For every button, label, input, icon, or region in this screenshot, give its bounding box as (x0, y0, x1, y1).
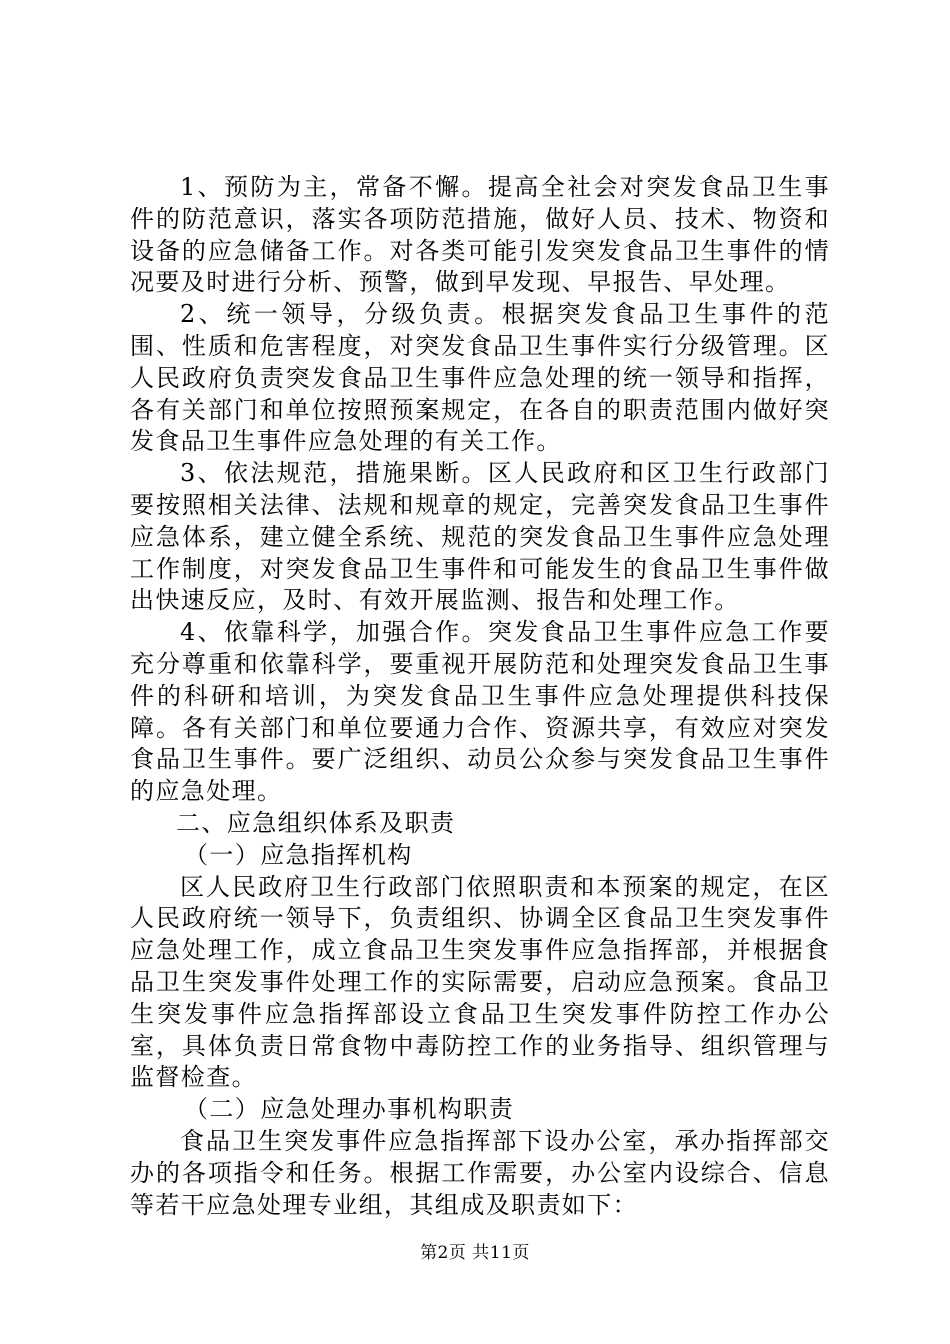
section-heading-organization: 二、应急组织体系及职责 (176, 808, 456, 837)
subsection-heading-office-duties: （二）应急处理办事机构职责 (184, 1095, 515, 1124)
principle-lawful-regulation-paragraph: 3、依法规范，措施果断。区人民政府和区卫生行政部门要按照相关法律、法规和规章的规定，完善突发食品卫生事件应急体系，建立健全系统、规范的突发食品卫生事件应急处理工作制度，对突发食品卫生事件和可能发生的食品卫生事件做出快速反应，及时、有效开展监测、报告和处理工作。 (130, 459, 830, 615)
page-number-footer: 第2页 共11页 (420, 1243, 530, 1263)
principle-science-cooperation-paragraph: 4、依靠科学，加强合作。突发食品卫生事件应急工作要充分尊重和依靠科学，要重视开展防范和处理突发食品卫生事件的科研和培训，为突发食品卫生事件应急处理提供科技保障。各有关部门和单位要通力合作、资源共享，有效应对突发食品卫生事件。要广泛组织、动员公众参与突发食品卫生事件的应急处理。 (130, 618, 830, 806)
command-body-paragraph: 区人民政府卫生行政部门依照职责和本预案的规定，在区人民政府统一领导下，负责组织、协调全区食品卫生突发事件应急处理工作，成立食品卫生突发事件应急指挥部，并根据食品卫生突发事件处理工作的实际需要，启动应急预案。食品卫生突发事件应急指挥部设立食品卫生突发事件防控工作办公室，具体负责日常食物中毒防控工作的业务指导、组织管理与监督检查。 (130, 872, 830, 1092)
principle-prevention-paragraph: 1、预防为主，常备不懈。提高全社会对突发食品卫生事件的防范意识，落实各项防范措施，做好人员、技术、物资和设备的应急储备工作。对各类可能引发突发食品卫生事件的情况要及时进行分析、预警，做到早发现、早报告、早处理。 (130, 173, 830, 297)
principle-unified-leadership-paragraph: 2、统一领导，分级负责。根据突发食品卫生事件的范围、性质和危害程度，对突发食品卫生事件实行分级管理。区人民政府负责突发食品卫生事件应急处理的统一领导和指挥，各有关部门和单位按照预案规定，在各自的职责范围内做好突发食品卫生事件应急处理的有关工作。 (130, 300, 830, 456)
document-body (130, 172, 830, 1221)
office-duties-paragraph: 食品卫生突发事件应急指挥部下设办公室，承办指挥部交办的各项指令和任务。根据工作需要，办公室内设综合、信息等若干应急处理专业组，其组成及职责如下： (130, 1126, 830, 1219)
subsection-heading-command: （一）应急指挥机构 (184, 840, 413, 869)
